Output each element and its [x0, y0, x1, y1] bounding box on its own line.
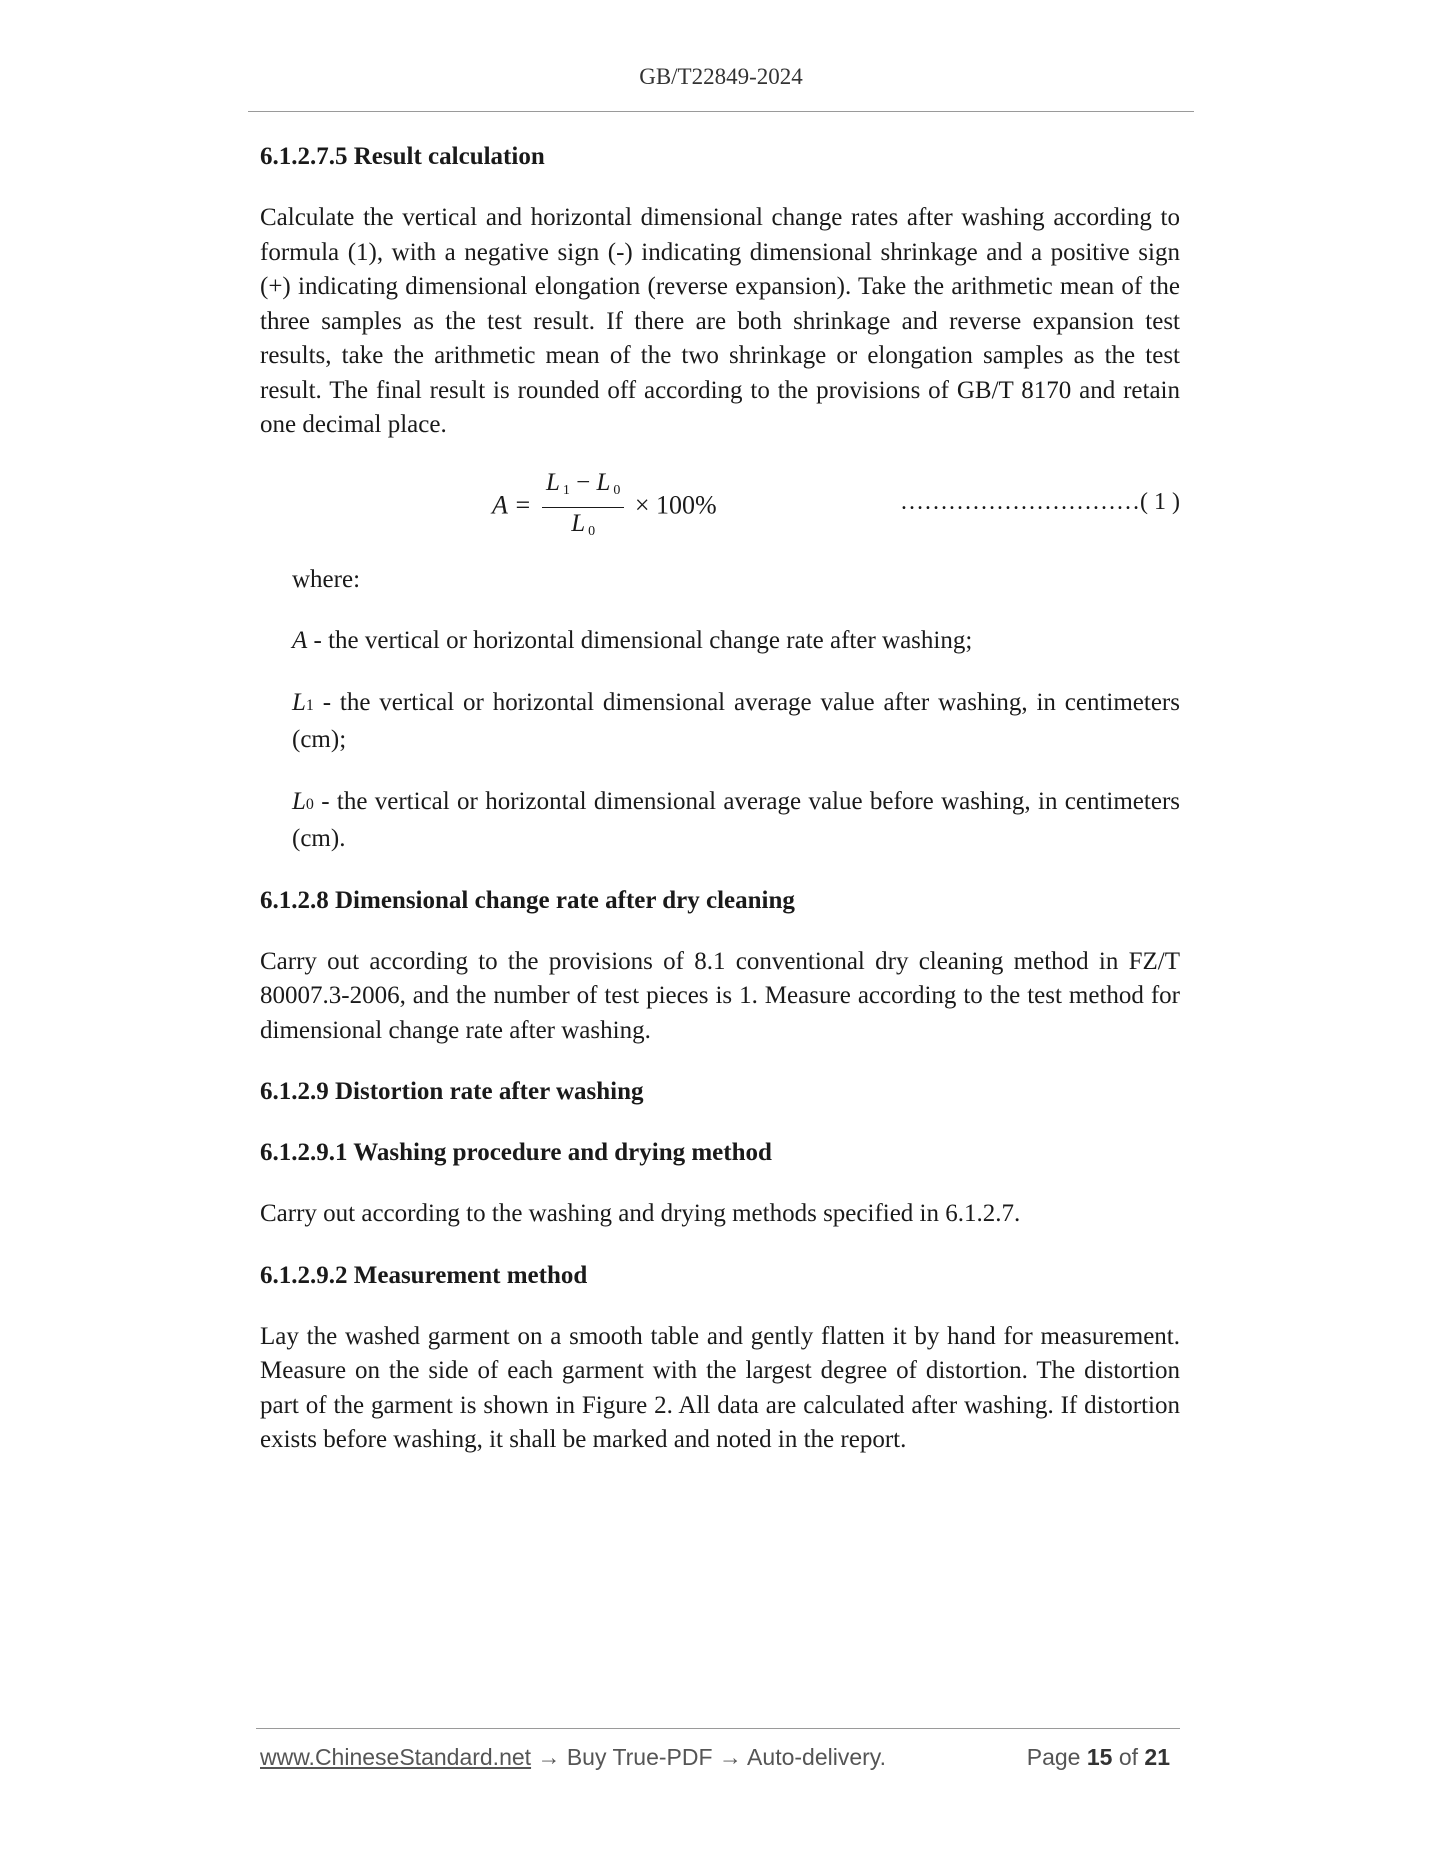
page-label: Page: [1026, 1744, 1081, 1770]
where-label: where:: [292, 565, 361, 593]
formula-expression: [492, 469, 717, 546]
of-label: of: [1118, 1744, 1139, 1770]
definition-l0: L0 - the vertical or horizontal dimensional average value before washing, in centimeters (cm).: [292, 787, 1180, 852]
formula-lhs: A =: [492, 489, 532, 519]
page-current: 15: [1086, 1744, 1113, 1770]
page-number: [1027, 1744, 1170, 1771]
footer-site-link[interactable]: www.ChineseStandard.net: [260, 1744, 532, 1770]
section-paragraph-measurement-method: Lay the washed garment on a smooth table and gently flatten it by hand for measurement. Measure on the side of each garment with the largest degree of distortion. The distortion part of the garment is shown in Figure 2. All data are calculated after washing. If distortion exists before washing, it shall be marked and noted in the report.: [260, 1322, 1180, 1453]
section-heading-6-1-2-8: 6.1.2.8 Dimensional change rate after dry cleaning: [260, 886, 795, 914]
formula-times: × 100%: [634, 489, 717, 519]
section-paragraph-result-calculation: Calculate the vertical and horizontal dimensional change rates after washing according to formula (1), with a negative sign (-) indicating dimensional shrinkage and a positive sign (+) indicating dimensional elongation (reverse expansion). Take the arithmetic mean of the three samples as the test result. If there are both shrinkage and reverse expansion test results, take the arithmetic mean of the two shrinkage or elongation samples as the test result. The final result is rounded off according to the provisions of GB/T 8170 and retain one decimal place.: [260, 204, 1180, 438]
section-paragraph-dry-cleaning: Carry out according to the provisions of 8.1 conventional dry cleaning method in FZ/T 80007.3-2006, and the number of test pieces is 1. Measure according to the test method for dimensional change rate after washing.: [260, 947, 1180, 1044]
page-footer: [260, 1744, 1180, 1771]
page-total: 21: [1144, 1744, 1170, 1770]
formula-fraction: [542, 469, 624, 546]
definition-l1: L1 - the vertical or horizontal dimensional average value after washing, in centimeters (cm);: [292, 688, 1180, 753]
footer-promo: → Buy True-PDF → Auto-delivery.: [531, 1744, 886, 1770]
section-heading-6-1-2-9-2: 6.1.2.9.2 Measurement method: [260, 1261, 588, 1289]
formula-numerator: L $_1$ − L $_0$: [542, 469, 624, 508]
footer-rule: [256, 1728, 1180, 1729]
doc-header-code: GB/T22849-2024: [639, 64, 803, 89]
page-content: [260, 140, 1180, 1458]
formula-denominator: L $_0$: [571, 509, 596, 539]
formula-1: [260, 465, 1180, 543]
section-heading-6-1-2-9-1: 6.1.2.9.1 Washing procedure and drying method: [260, 1139, 772, 1166]
section-paragraph-washing-procedure: Carry out according to the washing and drying methods specified in 6.1.2.7.: [260, 1200, 1021, 1227]
section-heading-6-1-2-9: 6.1.2.9 Distortion rate after washing: [260, 1078, 644, 1105]
formula-number: …………………………( 1 ): [900, 488, 1180, 515]
header-rule: [248, 111, 1194, 112]
section-heading-6-1-2-7-5: 6.1.2.7.5 Result calculation: [260, 143, 545, 170]
where-block: [260, 563, 1180, 857]
definition-a: A - the vertical or horizontal dimensional change rate after washing;: [292, 627, 973, 654]
